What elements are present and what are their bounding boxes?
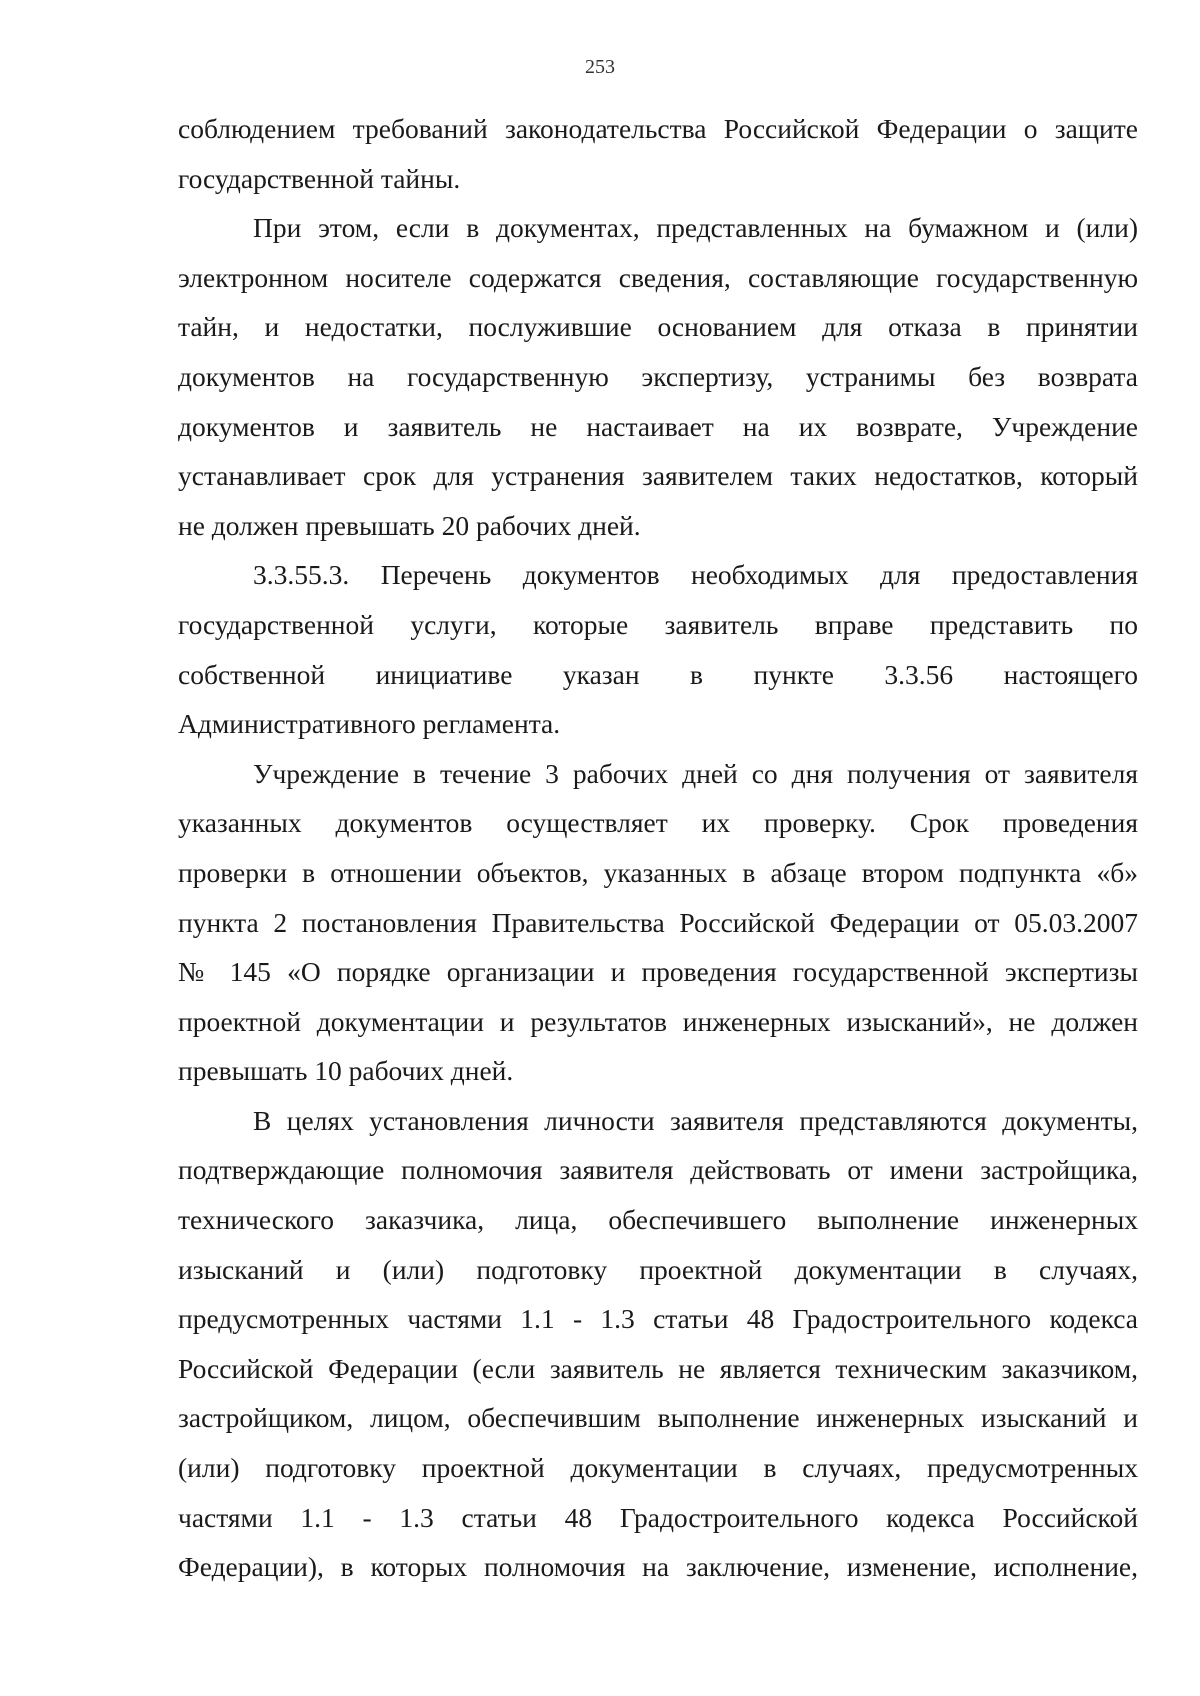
text-line: государственной услуги, которые заявитель вправе представить по [178,608,1138,640]
text-line: В целях установления личности заявителя представляются документы, [253,1104,1138,1136]
page-number: 253 [585,56,615,78]
text-line: технического заказчика, лица, обеспечившего выполнение инженерных [178,1204,1138,1236]
text-line: пункта 2 постановления Правительства Российской Федерации от 05.03.2007 [178,906,1138,938]
document-body [178,104,1138,1592]
text-line: электронном носителе содержатся сведения, составляющие государственную [178,261,1138,293]
text-line: устанавливает срок для устранения заявителем таких недостатков, который [178,460,1138,492]
text-line: Учреждение в течение 3 рабочих дней со дня получения от заявителя [253,757,1138,789]
text-line: изысканий и (или) подготовку проектной документации в случаях, [178,1253,1138,1285]
text-line: Федерации), в которых полномочия на заключение, изменение, исполнение, [178,1551,1138,1583]
text-line: документов и заявитель не настаивает на их возврате, Учреждение [178,410,1138,442]
text-line: Российской Федерации (если заявитель не является техническим заказчиком, [178,1352,1138,1384]
text-line: проектной документации и результатов инженерных изысканий», не должен [178,1005,1138,1037]
text-line: частями 1.1 - 1.3 статьи 48 Градостроительного кодекса Российской [178,1501,1138,1533]
text-line: подтверждающие полномочия заявителя действовать от имени застройщика, [178,1154,1138,1186]
text-line: 3.3.55.3. Перечень документов необходимых для предоставления [253,559,1138,591]
text-line: Административного регламента. [178,708,561,740]
text-line: собственной инициативе указан в пункте 3.3.56 настоящего [178,658,1138,690]
text-line: соблюдением требований законодательства Российской Федерации о защите [178,113,1138,144]
text-line: № 145 «О порядке организации и проведения государственной экспертизы [178,956,1138,988]
text-line: не должен превышать 20 рабочих дней. [178,509,641,541]
text-line: (или) подготовку проектной документации в случаях, предусмотренных [178,1452,1138,1484]
text-line: указанных документов осуществляет их проверку. Срок проведения [178,807,1138,839]
text-line: государственной тайны. [178,162,461,194]
text-line: застройщиком, лицом, обеспечившим выполнение инженерных изысканий и [178,1402,1138,1434]
text-line: При этом, если в документах, представленных на бумажном и (или) [253,212,1138,244]
text-line: тайн, и недостатки, послужившие основанием для отказа в принятии [178,311,1138,343]
text-line: предусмотренных частями 1.1 - 1.3 статьи 48 Градостроительного кодекса [178,1303,1138,1335]
text-line: проверки в отношении объектов, указанных в абзаце втором подпункта «б» [178,856,1138,888]
text-line: документов на государственную экспертизу, устранимы без возврата [178,360,1138,392]
text-line: превышать 10 рабочих дней. [178,1055,514,1087]
